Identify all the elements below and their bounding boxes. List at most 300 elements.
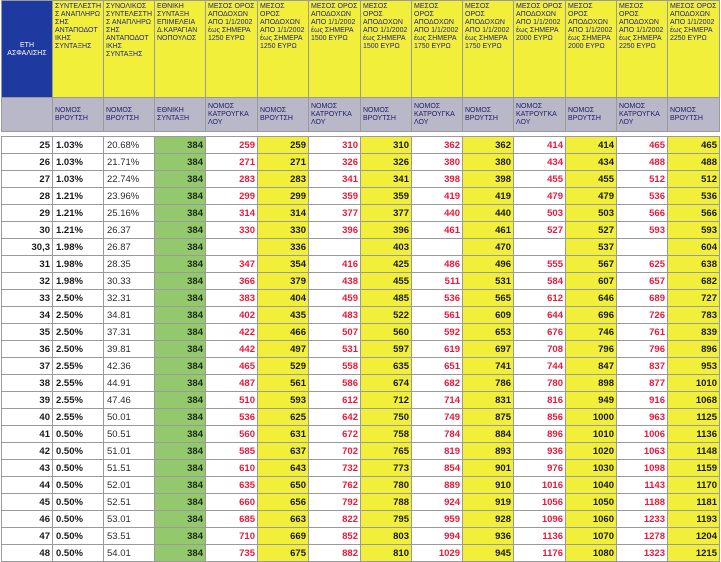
k1500-cell: 762 — [309, 477, 361, 494]
table-row — [2, 443, 720, 460]
v1750-cell: 893 — [463, 443, 514, 460]
v2250-cell: 1181 — [668, 494, 720, 511]
subheader-law-katrougkalou: ΝΟΜΟΣ ΚΑΤΡΟΥΓΚΑ ΛΟΥ — [206, 98, 258, 132]
rate-cell: 0.50% — [53, 477, 104, 494]
v1750-cell: 470 — [463, 239, 514, 256]
table-row — [2, 375, 720, 392]
v2250-cell: 1215 — [668, 545, 720, 562]
k1250-cell: 259 — [206, 137, 258, 154]
v2000-cell: 503 — [566, 205, 617, 222]
years-cell: 46 — [2, 511, 53, 528]
subheader-law-katrougkalou: ΝΟΜΟΣ ΚΑΤΡΟΥΓΚΑ ΛΟΥ — [617, 98, 668, 132]
v1500-cell: 326 — [361, 154, 412, 171]
k1250-cell: 660 — [206, 494, 258, 511]
k2250-cell: 796 — [617, 341, 668, 358]
v2000-cell: 414 — [566, 137, 617, 154]
k2000-cell: 936 — [514, 443, 566, 460]
k1500-cell: 459 — [309, 290, 361, 307]
k2250-cell: 1143 — [617, 477, 668, 494]
years-cell: 42 — [2, 443, 53, 460]
k1250-cell: 487 — [206, 375, 258, 392]
k2250-cell — [617, 239, 668, 256]
v2000-cell: 567 — [566, 256, 617, 273]
table-row — [2, 239, 720, 256]
table-row — [2, 341, 720, 358]
k1250-cell: 442 — [206, 341, 258, 358]
rate-cell: 1.98% — [53, 256, 104, 273]
v2250-cell: 638 — [668, 256, 720, 273]
v1250-cell: 593 — [258, 392, 309, 409]
years-cell: 28 — [2, 188, 53, 205]
v1750-cell: 362 — [463, 137, 514, 154]
k1750-cell: 486 — [412, 256, 463, 273]
v2000-cell: 1050 — [566, 494, 617, 511]
table-row — [2, 188, 720, 205]
v2000-cell: 527 — [566, 222, 617, 239]
rate-cell: 0.50% — [53, 494, 104, 511]
v2250-cell: 1193 — [668, 511, 720, 528]
rate-cell: 2.50% — [53, 324, 104, 341]
k2250-cell: 625 — [617, 256, 668, 273]
k2000-cell: 976 — [514, 460, 566, 477]
k2250-cell: 916 — [617, 392, 668, 409]
total-rate-cell: 30.33 — [104, 273, 155, 290]
rate-cell: 2.55% — [53, 409, 104, 426]
v1500-cell: 597 — [361, 341, 412, 358]
k1250-cell: 710 — [206, 528, 258, 545]
total-rate-cell: 28.35 — [104, 256, 155, 273]
k2250-cell: 566 — [617, 205, 668, 222]
table-row — [2, 358, 720, 375]
national-cell: 384 — [155, 256, 206, 273]
k2000-cell: 1176 — [514, 545, 566, 562]
rate-cell: 2.50% — [53, 307, 104, 324]
v2000-cell: 479 — [566, 188, 617, 205]
v1500-cell: 377 — [361, 205, 412, 222]
k1750-cell: 714 — [412, 392, 463, 409]
national-cell: 384 — [155, 222, 206, 239]
v1750-cell: 461 — [463, 222, 514, 239]
k1500-cell: 822 — [309, 511, 361, 528]
years-cell: 40 — [2, 409, 53, 426]
v2250-cell: 783 — [668, 307, 720, 324]
v1500-cell: 712 — [361, 392, 412, 409]
rate-cell: 2.55% — [53, 358, 104, 375]
v1500-cell: 425 — [361, 256, 412, 273]
national-cell: 384 — [155, 137, 206, 154]
national-cell: 384 — [155, 358, 206, 375]
v2000-cell: 696 — [566, 307, 617, 324]
k1750-cell: 889 — [412, 477, 463, 494]
v1500-cell: 773 — [361, 460, 412, 477]
v2250-cell: 1148 — [668, 443, 720, 460]
v1750-cell: 741 — [463, 358, 514, 375]
header-2250-v: ΜΕΣΟΣ ΟΡΟΣ ΑΠΟΔΟΧΩΝ ΑΠΟ 1/1/2002 έως ΣΗΜΕΡΑ 2250 ΕΥΡΩ — [668, 1, 720, 98]
k1750-cell: 561 — [412, 307, 463, 324]
v2250-cell: 953 — [668, 358, 720, 375]
v1250-cell: 669 — [258, 528, 309, 545]
k2250-cell: 1233 — [617, 511, 668, 528]
rate-cell: 1.03% — [53, 154, 104, 171]
header-1750-v: ΜΕΣΟΣ ΟΡΟΣ ΑΠΟΔΟΧΩΝ ΑΠΟ 1/1/2002 έως ΣΗΜΕΡΑ 1750 ΕΥΡΩ — [463, 1, 514, 98]
k2250-cell: 761 — [617, 324, 668, 341]
rate-cell: 1.21% — [53, 188, 104, 205]
k1500-cell: 416 — [309, 256, 361, 273]
header-row — [2, 1, 720, 98]
header-1250-k: ΜΕΣΟΣ ΟΡΟΣ ΑΠΟΔΟΧΩΝ ΑΠΟ 1/1/2002 έως ΣΗΜΕΡΑ 1250 ΕΥΡΩ — [206, 1, 258, 98]
v2250-cell: 896 — [668, 341, 720, 358]
header-2000-k: ΜΕΣΟΣ ΟΡΟΣ ΑΠΟΔΟΧΩΝ ΑΠΟ 1/1/2002 έως ΣΗΜΕΡΑ 2000 ΕΥΡΩ — [514, 1, 566, 98]
v2250-cell: 1136 — [668, 426, 720, 443]
v2000-cell: 1040 — [566, 477, 617, 494]
k2000-cell: 816 — [514, 392, 566, 409]
k1500-cell: 792 — [309, 494, 361, 511]
national-cell: 384 — [155, 443, 206, 460]
v2000-cell: 1060 — [566, 511, 617, 528]
header-1250-v: ΜΕΣΟΣ ΟΡΟΣ ΑΠΟΔΟΧΩΝ ΑΠΟ 1/1/2002 έως ΣΗΜΕΡΑ 1250 ΕΥΡΩ — [258, 1, 309, 98]
v1500-cell: 765 — [361, 443, 412, 460]
k1500-cell: 531 — [309, 341, 361, 358]
years-cell: 48 — [2, 545, 53, 562]
subheader-law-katrougkalou: ΝΟΜΟΣ ΚΑΤΡΟΥΓΚΑ ΛΟΥ — [412, 98, 463, 132]
national-cell: 384 — [155, 494, 206, 511]
v1250-cell: 625 — [258, 409, 309, 426]
rate-cell: 2.50% — [53, 290, 104, 307]
v1500-cell: 485 — [361, 290, 412, 307]
years-cell: 43 — [2, 460, 53, 477]
total-rate-cell: 50.51 — [104, 426, 155, 443]
v1250-cell: 561 — [258, 375, 309, 392]
years-cell: 31 — [2, 256, 53, 273]
table-row — [2, 324, 720, 341]
v2000-cell: 1020 — [566, 443, 617, 460]
v1500-cell: 341 — [361, 171, 412, 188]
years-cell: 44 — [2, 477, 53, 494]
v1750-cell: 496 — [463, 256, 514, 273]
rate-cell: 1.03% — [53, 137, 104, 154]
national-cell: 384 — [155, 239, 206, 256]
years-cell: 29 — [2, 205, 53, 222]
v1750-cell: 884 — [463, 426, 514, 443]
v1750-cell: 440 — [463, 205, 514, 222]
rate-cell: 1.03% — [53, 171, 104, 188]
k1250-cell: 366 — [206, 273, 258, 290]
k1750-cell: 536 — [412, 290, 463, 307]
total-rate-cell: 20.68% — [104, 137, 155, 154]
v2000-cell: 1000 — [566, 409, 617, 426]
k1750-cell: 461 — [412, 222, 463, 239]
k1500-cell: 732 — [309, 460, 361, 477]
k1500-cell: 483 — [309, 307, 361, 324]
national-cell: 384 — [155, 477, 206, 494]
k1750-cell: 924 — [412, 494, 463, 511]
v1500-cell: 803 — [361, 528, 412, 545]
k1250-cell: 383 — [206, 290, 258, 307]
v2250-cell: 488 — [668, 154, 720, 171]
subheader-law-vroutsi: ΝΟΜΟΣ ΒΡΟΥΤΣΗ — [104, 98, 155, 132]
header-1500-v: ΜΕΣΟΣ ΟΡΟΣ ΑΠΟΔΟΧΩΝ ΑΠΟ 1/1/2002 έως ΣΗΜΕΡΑ 1500 ΕΥΡΩ — [361, 1, 412, 98]
subheader-national: ΕΘΝΙΚΗ ΣΥΝΤΑΞΗ — [155, 98, 206, 132]
years-cell: 30 — [2, 222, 53, 239]
v1250-cell: 330 — [258, 222, 309, 239]
k2000-cell: 708 — [514, 341, 566, 358]
k2000-cell: 676 — [514, 324, 566, 341]
v1750-cell: 928 — [463, 511, 514, 528]
k1500-cell: 310 — [309, 137, 361, 154]
subheader-law-vroutsi: ΝΟΜΟΣ ΒΡΟΥΤΣΗ — [361, 98, 412, 132]
v1250-cell: 379 — [258, 273, 309, 290]
total-rate-cell: 26.87 — [104, 239, 155, 256]
rate-cell: 2.50% — [53, 341, 104, 358]
k2000-cell — [514, 239, 566, 256]
v2250-cell: 536 — [668, 188, 720, 205]
total-rate-cell: 26.37 — [104, 222, 155, 239]
k2250-cell: 465 — [617, 137, 668, 154]
k1500-cell: 612 — [309, 392, 361, 409]
v1500-cell: 310 — [361, 137, 412, 154]
national-cell: 384 — [155, 426, 206, 443]
k2000-cell: 503 — [514, 205, 566, 222]
k2250-cell: 1063 — [617, 443, 668, 460]
table-row — [2, 205, 720, 222]
k1250-cell: 610 — [206, 460, 258, 477]
years-cell: 35 — [2, 324, 53, 341]
v1250-cell: 631 — [258, 426, 309, 443]
k1250-cell: 685 — [206, 511, 258, 528]
years-cell: 27 — [2, 171, 53, 188]
v2000-cell: 434 — [566, 154, 617, 171]
v1500-cell: 674 — [361, 375, 412, 392]
v1500-cell: 635 — [361, 358, 412, 375]
v2000-cell: 455 — [566, 171, 617, 188]
table-row — [2, 171, 720, 188]
rate-cell: 2.55% — [53, 375, 104, 392]
k2250-cell: 1006 — [617, 426, 668, 443]
k2000-cell: 1016 — [514, 477, 566, 494]
v1750-cell: 531 — [463, 273, 514, 290]
national-cell: 384 — [155, 460, 206, 477]
v1750-cell: 565 — [463, 290, 514, 307]
v1250-cell: 643 — [258, 460, 309, 477]
rate-cell: 0.50% — [53, 443, 104, 460]
years-cell: 25 — [2, 137, 53, 154]
years-cell: 45 — [2, 494, 53, 511]
v2250-cell: 512 — [668, 171, 720, 188]
rate-cell: 0.50% — [53, 545, 104, 562]
v2250-cell: 1159 — [668, 460, 720, 477]
v1500-cell: 403 — [361, 239, 412, 256]
v1750-cell: 936 — [463, 528, 514, 545]
k1750-cell: 380 — [412, 154, 463, 171]
header-years: ΕΤΗ ΑΣΦΑΛΙΣΗΣ — [2, 1, 53, 98]
national-cell: 384 — [155, 188, 206, 205]
total-rate-cell: 44.91 — [104, 375, 155, 392]
k1500-cell: 377 — [309, 205, 361, 222]
national-cell: 384 — [155, 171, 206, 188]
k2250-cell: 1188 — [617, 494, 668, 511]
rate-cell: 1.21% — [53, 205, 104, 222]
rate-cell: 0.50% — [53, 426, 104, 443]
k2250-cell: 593 — [617, 222, 668, 239]
k1250-cell: 347 — [206, 256, 258, 273]
table-row — [2, 409, 720, 426]
years-cell: 38 — [2, 375, 53, 392]
k1500-cell: 438 — [309, 273, 361, 290]
k1750-cell: 819 — [412, 443, 463, 460]
k1750-cell: 1029 — [412, 545, 463, 562]
v1250-cell: 283 — [258, 171, 309, 188]
k1250-cell: 299 — [206, 188, 258, 205]
v1250-cell: 663 — [258, 511, 309, 528]
k1500-cell: 507 — [309, 324, 361, 341]
national-cell: 384 — [155, 511, 206, 528]
k2000-cell: 644 — [514, 307, 566, 324]
v2000-cell: 646 — [566, 290, 617, 307]
v1250-cell: 650 — [258, 477, 309, 494]
years-cell: 32 — [2, 273, 53, 290]
total-rate-cell: 52.01 — [104, 477, 155, 494]
total-rate-cell: 50.01 — [104, 409, 155, 426]
v1250-cell: 299 — [258, 188, 309, 205]
v2250-cell: 1010 — [668, 375, 720, 392]
k1750-cell: 854 — [412, 460, 463, 477]
header-rate: ΣΥΝΤΕΛΕΣΤΗ Σ ΑΝΑΠΛΗΡΩ ΣΗΣ ΑΝΤΑΠΟΔΟΤ ΙΚΗΣ ΣΥΝΤΑΞΗΣ — [53, 1, 104, 98]
v2000-cell: 1010 — [566, 426, 617, 443]
k1500-cell: 326 — [309, 154, 361, 171]
k1750-cell: 994 — [412, 528, 463, 545]
k1250-cell: 585 — [206, 443, 258, 460]
v1750-cell: 697 — [463, 341, 514, 358]
k1750-cell: 440 — [412, 205, 463, 222]
k1500-cell: 672 — [309, 426, 361, 443]
k1250-cell: 330 — [206, 222, 258, 239]
k1500-cell: 882 — [309, 545, 361, 562]
total-rate-cell: 47.46 — [104, 392, 155, 409]
v1500-cell: 780 — [361, 477, 412, 494]
v1750-cell: 875 — [463, 409, 514, 426]
subheader-law-vroutsi: ΝΟΜΟΣ ΒΡΟΥΤΣΗ — [566, 98, 617, 132]
k1750-cell — [412, 239, 463, 256]
years-cell: 30,3 — [2, 239, 53, 256]
years-cell: 39 — [2, 392, 53, 409]
k1250-cell: 560 — [206, 426, 258, 443]
subheader-law-katrougkalou: ΝΟΜΟΣ ΚΑΤΡΟΥΓΚΑ ΛΟΥ — [309, 98, 361, 132]
years-cell: 47 — [2, 528, 53, 545]
v1250-cell: 259 — [258, 137, 309, 154]
k1250-cell: 510 — [206, 392, 258, 409]
total-rate-cell: 51.51 — [104, 460, 155, 477]
v2000-cell: 607 — [566, 273, 617, 290]
k1750-cell: 651 — [412, 358, 463, 375]
total-rate-cell: 39.81 — [104, 341, 155, 358]
national-cell: 384 — [155, 409, 206, 426]
subheader-law-vroutsi: ΝΟΜΟΣ ΒΡΟΥΤΣΗ — [258, 98, 309, 132]
table-row — [2, 511, 720, 528]
v1500-cell: 455 — [361, 273, 412, 290]
table-row — [2, 477, 720, 494]
k1750-cell: 682 — [412, 375, 463, 392]
table-row — [2, 137, 720, 154]
v1250-cell: 497 — [258, 341, 309, 358]
v2000-cell: 1080 — [566, 545, 617, 562]
v2250-cell: 1125 — [668, 409, 720, 426]
v2000-cell: 949 — [566, 392, 617, 409]
k1750-cell: 511 — [412, 273, 463, 290]
v2250-cell: 682 — [668, 273, 720, 290]
v2000-cell: 537 — [566, 239, 617, 256]
k2000-cell: 1096 — [514, 511, 566, 528]
v1750-cell: 831 — [463, 392, 514, 409]
v1250-cell: 466 — [258, 324, 309, 341]
k1500-cell: 341 — [309, 171, 361, 188]
v2250-cell: 1204 — [668, 528, 720, 545]
national-cell: 384 — [155, 205, 206, 222]
header-2000-v: ΜΕΣΟΣ ΟΡΟΣ ΑΠΟΔΟΧΩΝ ΑΠΟ 1/1/2002 έως ΣΗΜΕΡΑ 2000 ΕΥΡΩ — [566, 1, 617, 98]
rate-cell: 1.98% — [53, 239, 104, 256]
years-cell: 34 — [2, 307, 53, 324]
subheader-law-katrougkalou: ΝΟΜΟΣ ΚΑΤΡΟΥΓΚΑ ΛΟΥ — [514, 98, 566, 132]
k1500-cell — [309, 239, 361, 256]
k2250-cell: 726 — [617, 307, 668, 324]
k2000-cell: 744 — [514, 358, 566, 375]
k1250-cell: 314 — [206, 205, 258, 222]
k2000-cell: 584 — [514, 273, 566, 290]
k1250-cell: 402 — [206, 307, 258, 324]
total-rate-cell: 51.01 — [104, 443, 155, 460]
k1750-cell: 398 — [412, 171, 463, 188]
k2250-cell: 963 — [617, 409, 668, 426]
v1750-cell: 901 — [463, 460, 514, 477]
k1250-cell: 283 — [206, 171, 258, 188]
v1250-cell: 404 — [258, 290, 309, 307]
total-rate-cell: 53.01 — [104, 511, 155, 528]
k1250-cell — [206, 239, 258, 256]
k2000-cell: 479 — [514, 188, 566, 205]
subheader-law-vroutsi: ΝΟΜΟΣ ΒΡΟΥΤΣΗ — [53, 98, 104, 132]
v2250-cell: 839 — [668, 324, 720, 341]
table-row — [2, 307, 720, 324]
total-rate-cell: 37.31 — [104, 324, 155, 341]
v1500-cell: 810 — [361, 545, 412, 562]
k1750-cell: 619 — [412, 341, 463, 358]
v1500-cell: 560 — [361, 324, 412, 341]
years-cell: 36 — [2, 341, 53, 358]
k1500-cell: 396 — [309, 222, 361, 239]
k2250-cell: 536 — [617, 188, 668, 205]
v2250-cell: 593 — [668, 222, 720, 239]
k1750-cell: 419 — [412, 188, 463, 205]
k1750-cell: 592 — [412, 324, 463, 341]
v1250-cell: 336 — [258, 239, 309, 256]
v2000-cell: 847 — [566, 358, 617, 375]
k1250-cell: 271 — [206, 154, 258, 171]
k2000-cell: 856 — [514, 409, 566, 426]
k1250-cell: 735 — [206, 545, 258, 562]
table-row — [2, 528, 720, 545]
k1500-cell: 558 — [309, 358, 361, 375]
v1750-cell: 945 — [463, 545, 514, 562]
national-cell: 384 — [155, 528, 206, 545]
k2250-cell: 689 — [617, 290, 668, 307]
k1500-cell: 702 — [309, 443, 361, 460]
subheader-law-vroutsi: ΝΟΜΟΣ ΒΡΟΥΤΣΗ — [668, 98, 720, 132]
k1500-cell: 642 — [309, 409, 361, 426]
k2250-cell: 837 — [617, 358, 668, 375]
v1500-cell: 750 — [361, 409, 412, 426]
v1250-cell: 656 — [258, 494, 309, 511]
k1500-cell: 852 — [309, 528, 361, 545]
v1500-cell: 359 — [361, 188, 412, 205]
